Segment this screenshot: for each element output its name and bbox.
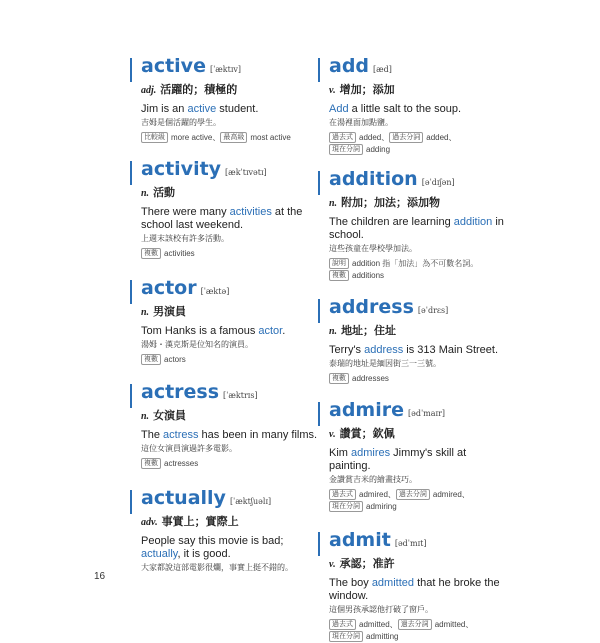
- note-tag: 複數: [141, 248, 161, 259]
- note-tag-secondary: 過去分詞: [396, 489, 430, 500]
- example-after: Jimmy's skill at painting.: [329, 447, 467, 472]
- phonetic: [ˈæktə]: [200, 287, 230, 296]
- entry-headline: [329, 526, 508, 554]
- note-text: actors: [164, 355, 186, 364]
- inflection-note: [329, 489, 508, 501]
- note-text: admitted、: [359, 620, 398, 629]
- example-before: Jim is an: [141, 103, 188, 115]
- note-tag: 現在分詞: [329, 501, 363, 512]
- note-text: additions: [352, 271, 385, 280]
- entry-notes: [141, 132, 320, 144]
- part-of-speech: n.: [141, 411, 150, 422]
- example-sentence: [329, 103, 508, 116]
- entry-headline: [141, 155, 320, 183]
- example-highlight: actually: [141, 548, 178, 560]
- note-text-secondary: most active: [250, 133, 291, 142]
- left-column: [130, 52, 320, 577]
- example-sentence: [141, 325, 320, 338]
- page-number: 16: [94, 571, 106, 582]
- note-tag: 現在分詞: [329, 631, 363, 642]
- example-sentence: [329, 344, 508, 357]
- example-translation: 這位女演員演過許多電影。: [141, 444, 237, 453]
- dictionary-entry: [130, 274, 320, 366]
- part-of-speech: v.: [329, 85, 336, 96]
- entry-headline: [329, 396, 508, 424]
- headword: admire: [329, 399, 404, 421]
- example-translation: 泰瑞的地址是緬因街三一三號。: [329, 359, 441, 368]
- note-text: added、: [359, 133, 390, 142]
- part-of-speech: v.: [329, 559, 336, 570]
- example-after: student.: [216, 103, 259, 115]
- note-text: admired、: [359, 490, 396, 499]
- phonetic: [əˈdɪʃən]: [421, 178, 455, 187]
- example-translation: 吉姆是個活躍的學生。: [141, 118, 221, 127]
- example-highlight: address: [364, 344, 404, 356]
- definition: 地址；住址: [341, 325, 397, 337]
- example-translation: 湯姆・漢克斯是位知名的演員。: [141, 340, 253, 349]
- example-sentence: [329, 216, 508, 242]
- headword: address: [329, 296, 414, 318]
- definition-line: [141, 407, 320, 423]
- example-before: Kim: [329, 447, 351, 459]
- example-after: has been in many films.: [198, 429, 318, 441]
- part-of-speech: adv.: [141, 517, 158, 528]
- headword: addition: [329, 168, 418, 190]
- note-text: admiring: [366, 502, 397, 511]
- phonetic: [ækˈtɪvətɪ]: [225, 168, 267, 177]
- note-tag-secondary: 最高級: [220, 132, 247, 143]
- entry-notes: [329, 489, 508, 513]
- entry-notes: [329, 373, 508, 385]
- inflection-note: [329, 631, 508, 643]
- inflection-note: [329, 132, 508, 144]
- entry-headline: [141, 378, 320, 406]
- example-highlight: Add: [329, 103, 349, 115]
- entry-notes: [329, 132, 508, 156]
- headword: active: [141, 55, 206, 77]
- dictionary-entry: [318, 165, 508, 282]
- entry-notes: [141, 354, 320, 366]
- definition-line: [141, 81, 320, 97]
- entry-headline: [141, 484, 320, 512]
- inflection-note: [141, 458, 320, 470]
- note-text: adding: [366, 145, 391, 154]
- example-highlight: active: [187, 103, 217, 115]
- definition: 男演員: [153, 306, 187, 318]
- inflection-note: [141, 248, 320, 260]
- definition-line: [141, 513, 320, 529]
- example-translation: 在湯裡面加點鹽。: [329, 118, 393, 127]
- example-sentence: [329, 577, 508, 603]
- note-text: activities: [164, 249, 195, 258]
- dictionary-entry: [318, 526, 508, 643]
- entry-headline: [329, 293, 508, 321]
- entry-notes: [329, 258, 508, 282]
- definition: 讚賞；欽佩: [339, 428, 395, 440]
- part-of-speech: n.: [329, 198, 338, 209]
- inflection-note: [329, 501, 508, 513]
- definition: 附加；加法；添加物: [341, 197, 441, 209]
- headword: admit: [329, 529, 391, 551]
- example-translation: 金讚賞吉米的繪畫技巧。: [329, 475, 417, 484]
- example-translation: 上週末該校有許多活動。: [141, 234, 229, 243]
- example-before: The children are learning: [329, 216, 454, 228]
- definition-line: [329, 425, 508, 441]
- example-before: The: [141, 429, 164, 441]
- note-text: addresses: [352, 374, 389, 383]
- example-after: that he broke the window.: [329, 577, 500, 602]
- definition: 承認；准許: [339, 558, 395, 570]
- dictionary-entry: [130, 484, 320, 573]
- note-text: more active、: [171, 133, 221, 142]
- inflection-note: [141, 132, 320, 144]
- dictionary-entry: [318, 52, 508, 156]
- example-translation: 大家都說這部電影很爛，事實上挺不錯的。: [141, 563, 293, 572]
- entry-headline: [329, 165, 508, 193]
- headword: add: [329, 55, 370, 77]
- note-tag: 比較級: [141, 132, 168, 143]
- note-tag-secondary: 過去分詞: [398, 619, 432, 630]
- example-sentence: [329, 447, 508, 473]
- note-tag: 複數: [141, 458, 161, 469]
- example-before: The boy: [329, 577, 372, 589]
- example-highlight: admires: [351, 447, 391, 459]
- example-after: at the school last weekend.: [141, 206, 303, 231]
- definition-line: [329, 194, 508, 210]
- example-after: a little salt to the soup.: [348, 103, 462, 115]
- inflection-note: [329, 258, 508, 270]
- inflection-note: [329, 619, 508, 631]
- phonetic: [ədˈmaɪr]: [408, 409, 446, 418]
- example-highlight: actress: [163, 429, 199, 441]
- definition: 女演員: [153, 410, 187, 422]
- example-sentence: [141, 535, 320, 561]
- definition-line: [329, 322, 508, 338]
- example-after: in school.: [329, 216, 504, 241]
- note-text: actresses: [164, 459, 199, 468]
- definition-line: [141, 184, 320, 200]
- entry-notes: [141, 458, 320, 470]
- inflection-note: [329, 373, 508, 385]
- example-translation: 這些孩童在學校學加法。: [329, 244, 417, 253]
- example-highlight: addition: [453, 216, 493, 228]
- part-of-speech: n.: [141, 188, 150, 199]
- example-sentence: [141, 429, 320, 442]
- note-tag: 說明: [329, 258, 349, 269]
- definition-line: [329, 81, 508, 97]
- example-before: Terry's: [329, 344, 365, 356]
- definition-line: [141, 303, 320, 319]
- example-after: is 313 Main Street.: [403, 344, 499, 356]
- note-text: addition 指「加法」為不可數名詞。: [352, 259, 479, 268]
- example-before: There were many: [141, 206, 230, 218]
- entry-headline: [141, 52, 320, 80]
- headword: actor: [141, 277, 197, 299]
- inflection-note: [329, 144, 508, 156]
- example-sentence: [141, 103, 320, 116]
- note-tag: 過去式: [329, 489, 356, 500]
- dictionary-entry: [130, 52, 320, 144]
- entry-headline: [141, 274, 320, 302]
- note-tag: 複數: [141, 354, 161, 365]
- note-tag: 複數: [329, 373, 349, 384]
- entry-notes: [329, 619, 508, 643]
- phonetic: [æd]: [373, 65, 392, 74]
- headword: actress: [141, 381, 220, 403]
- example-translation: 這個男孩承認他打破了窗戶。: [329, 605, 433, 614]
- example-sentence: [141, 206, 320, 232]
- definition: 事實上；實際上: [161, 516, 239, 528]
- phonetic: [ˈæktrɪs]: [223, 391, 258, 400]
- example-highlight: admitted: [371, 577, 415, 589]
- phonetic: [ˈæktʃuəlɪ]: [229, 497, 272, 506]
- definition-line: [329, 555, 508, 571]
- dictionary-entry: [318, 293, 508, 385]
- right-column: [318, 52, 508, 643]
- inflection-note: [329, 270, 508, 282]
- definition: 活動: [153, 187, 176, 199]
- note-text: admitting: [366, 632, 399, 641]
- entry-headline: [329, 52, 508, 80]
- note-tag: 現在分詞: [329, 144, 363, 155]
- example-before: Tom Hanks is a famous: [141, 325, 259, 337]
- note-tag: 過去式: [329, 132, 356, 143]
- headword: activity: [141, 158, 222, 180]
- phonetic: [ˈæktɪv]: [209, 65, 242, 74]
- example-highlight: activities: [229, 206, 272, 218]
- note-tag-secondary: 過去分詞: [389, 132, 423, 143]
- definition: 增加；添加: [339, 84, 395, 96]
- example-highlight: actor: [258, 325, 283, 337]
- dictionary-entry: [130, 155, 320, 260]
- definition: 活躍的；積極的: [160, 84, 238, 96]
- inflection-note: [141, 354, 320, 366]
- part-of-speech: v.: [329, 429, 336, 440]
- phonetic: [ədˈmɪt]: [394, 539, 427, 548]
- part-of-speech: n.: [141, 307, 150, 318]
- note-text-secondary: admitted、: [434, 620, 474, 629]
- part-of-speech: n.: [329, 326, 338, 337]
- entry-notes: [141, 248, 320, 260]
- note-text-secondary: added、: [426, 133, 457, 142]
- note-text-secondary: admired、: [432, 490, 470, 499]
- phonetic: [əˈdrɛs]: [417, 306, 449, 315]
- note-tag: 過去式: [329, 619, 356, 630]
- example-after: .: [282, 325, 286, 337]
- example-after: , it is good.: [177, 548, 231, 560]
- dictionary-entry: [130, 378, 320, 470]
- example-before: People say this movie is bad;: [141, 535, 284, 547]
- headword: actually: [141, 487, 226, 509]
- note-tag: 複數: [329, 270, 349, 281]
- part-of-speech: adj.: [141, 85, 157, 96]
- dictionary-entry: [318, 396, 508, 513]
